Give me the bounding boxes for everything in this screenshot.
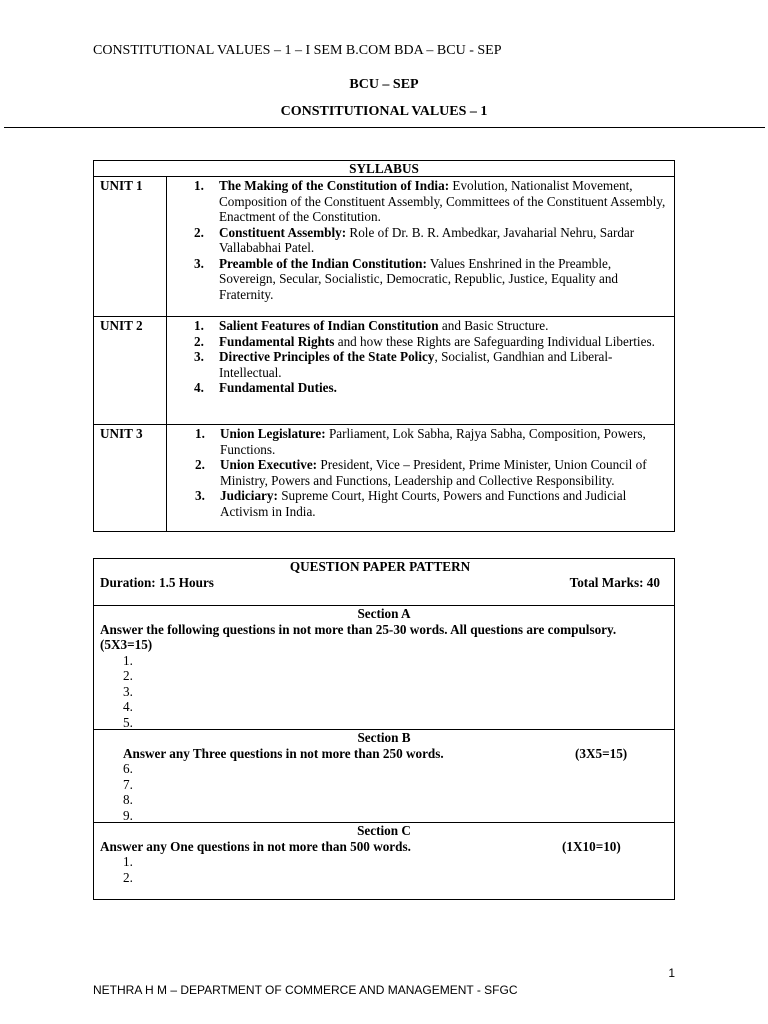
unit-topic-list — [194, 318, 668, 396]
section-c-marks: (1X10=10) — [562, 838, 621, 854]
topic-title: Union Legislature: — [220, 426, 326, 441]
document-title: BCU – SEP — [349, 77, 419, 92]
list-item — [195, 457, 668, 488]
column-divider — [166, 177, 167, 316]
list-item — [194, 349, 668, 380]
list-item — [194, 225, 668, 256]
section-c-instruction: Answer any One questions in not more than 500 words. — [100, 838, 411, 854]
topic-title: Constituent Assembly: — [219, 224, 347, 240]
column-divider — [166, 425, 167, 531]
item-number: 3. — [194, 349, 204, 364]
topic-title: Fundamental Rights — [219, 333, 335, 349]
item-number: 2. — [195, 457, 205, 472]
topic-title: Fundamental Duties. — [219, 380, 337, 395]
unit-label: UNIT 3 — [100, 426, 143, 441]
section-c — [94, 823, 674, 899]
syllabus-table — [93, 160, 675, 532]
list-item — [194, 318, 668, 334]
topic-text: Values Enshrined in the Preamble, Sovereign, Secular, Socialistic, Democratic, Republic, Justice, Equality and Fraternity. — [219, 255, 619, 302]
topic-text: Supreme Court, Hight Courts, Powers and Functions and Judicial Activism in India. — [220, 488, 627, 519]
list-item: 2. — [123, 869, 133, 885]
topic-text: Role of Dr. B. R. Ambedkar, Javaharial Nehru, Sardar Vallababhai Patel. — [219, 224, 635, 255]
topic-title: Salient Features of Indian Constitution — [219, 318, 439, 333]
list-item: 2. — [123, 668, 133, 683]
item-number: 1. — [194, 178, 204, 193]
topic-title: Judiciary: — [220, 488, 278, 503]
topic-title: Preamble of the Indian Constitution: — [219, 255, 427, 271]
list-item: 3. — [123, 683, 133, 699]
topic-title: The Making of the Constitution of India: — [219, 178, 450, 193]
list-item: 7. — [123, 776, 133, 792]
total-marks-label: Total Marks: 40 — [569, 574, 660, 590]
section-b-title: Section B — [357, 730, 411, 745]
item-number: 1. — [195, 426, 205, 441]
question-paper-table — [93, 558, 675, 900]
document-subtitle: CONSTITUTIONAL VALUES – 1 — [280, 104, 488, 119]
item-number: 4. — [194, 380, 204, 395]
qpp-header — [94, 559, 674, 606]
list-item — [195, 488, 668, 519]
item-number: 3. — [195, 488, 205, 503]
duration-label: Duration: 1.5 Hours — [100, 574, 214, 590]
list-item — [194, 256, 668, 303]
section-b-marks: (3X5=15) — [575, 745, 628, 761]
topic-title: Directive Principles of the State Policy — [219, 349, 435, 364]
list-item: 1. — [123, 652, 133, 668]
list-item: 6. — [123, 761, 133, 776]
list-item: 8. — [123, 792, 133, 807]
item-number: 2. — [194, 333, 204, 349]
page-number: 1 — [668, 966, 675, 980]
section-c-title: Section C — [357, 823, 411, 838]
column-divider — [166, 317, 167, 424]
unit-label: UNIT 1 — [100, 178, 143, 193]
section-c-instruction-row — [100, 839, 668, 855]
section-a-title: Section A — [357, 606, 411, 621]
topic-text: Evolution, Nationalist Movement, Composition of the Constituent Assembly, Committees of the Constituent Assembly, Enactment of the Constitution. — [219, 178, 666, 224]
page-footer: NETHRA H M – DEPARTMENT OF COMMERCE AND MANAGEMENT - SFGC — [93, 983, 518, 997]
unit-row — [94, 317, 674, 425]
topic-text: and how these Rights are Safeguarding Individual Liberties. — [334, 333, 655, 349]
list-item: 1. — [123, 854, 133, 869]
section-b-questions — [100, 761, 668, 823]
unit-row — [94, 425, 674, 531]
section-a — [94, 606, 674, 730]
list-item — [195, 426, 668, 457]
unit-row — [94, 177, 674, 317]
section-b — [94, 730, 674, 823]
item-number: 2. — [194, 224, 204, 240]
list-item: 5. — [123, 714, 133, 730]
section-a-questions — [100, 653, 668, 731]
syllabus-heading: SYLLABUS — [94, 161, 674, 177]
section-a-instruction: Answer the following questions in not more than 25-30 words. All questions are compulsory. (5X3=15) — [100, 621, 617, 652]
unit-topic-list — [195, 426, 668, 519]
section-b-instruction-row — [100, 746, 668, 762]
unit-label: UNIT 2 — [100, 318, 143, 333]
header-rule — [4, 127, 765, 128]
unit-topic-list — [194, 178, 668, 302]
item-number: 3. — [194, 255, 204, 271]
topic-text: Parliament, Lok Sabha, Rajya Sabha, Composition, Powers, Functions. — [220, 426, 646, 457]
qpp-heading: QUESTION PAPER PATTERN — [289, 559, 471, 574]
section-b-instruction: Answer any Three questions in not more than 250 words. — [123, 745, 444, 761]
list-item: 4. — [123, 699, 133, 714]
list-item — [194, 380, 668, 396]
topic-text: and Basic Structure. — [438, 318, 549, 333]
list-item: 9. — [123, 807, 133, 823]
topic-text: , Socialist, Gandhian and Liberal-Intellectual. — [219, 349, 613, 380]
list-item — [194, 334, 668, 350]
section-c-questions — [100, 854, 668, 885]
topic-title: Union Executive: — [220, 457, 318, 472]
running-header: CONSTITUTIONAL VALUES – 1 – I SEM B.COM BDA – BCU - SEP — [93, 43, 502, 58]
list-item — [194, 178, 668, 225]
topic-text: President, Vice – President, Prime Minister, Union Council of Ministry, Powers and Functions, Leadership and Collective Responsibility. — [220, 457, 647, 488]
item-number: 1. — [194, 318, 204, 333]
